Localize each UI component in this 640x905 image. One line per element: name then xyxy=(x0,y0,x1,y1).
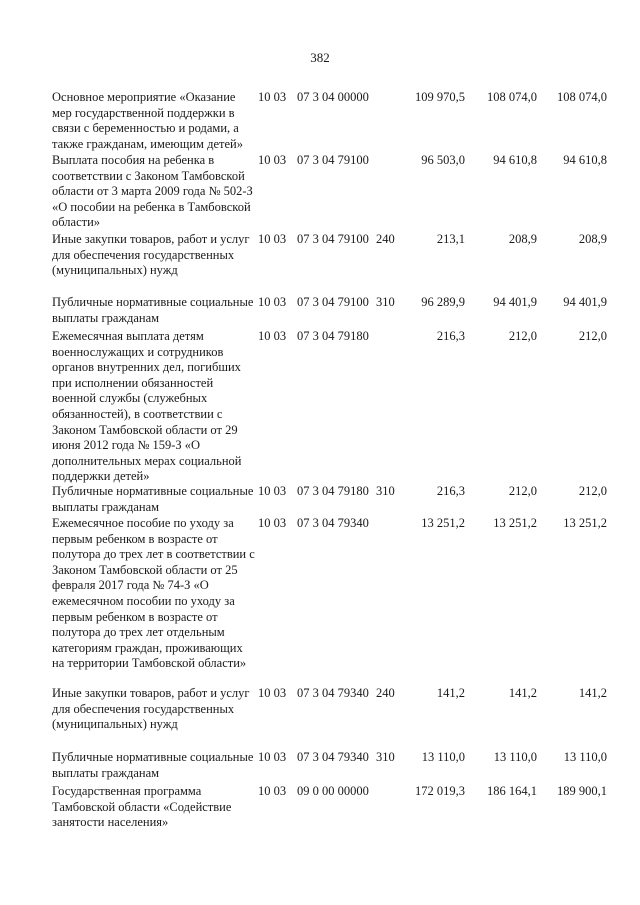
section-code: 10 03 xyxy=(258,686,287,700)
value-year-2: 141,2 xyxy=(508,686,537,700)
target-code: 07 3 04 79340 xyxy=(297,516,369,530)
row-name: Ежемесячная выплата детям военнослужащих и сотрудников органов внутренних дел, погибших при исполнении обязанностей военной службы (служебных обязанностей), в соответствии с Законом Тамбовской области от 29 июня 2012 года № 159-З «О дополнительных мерах социальной поддержки детей» xyxy=(52,329,242,484)
value-year-2: 13 251,2 xyxy=(493,516,537,530)
value-year-2: 208,9 xyxy=(508,232,537,246)
row-name: Иные закупки товаров, работ и услуг для обеспечения государственных (муниципальных) нужд xyxy=(52,232,250,278)
expense-type: 310 xyxy=(376,484,395,498)
row-name: Выплата пособия на ребенка в соответствии с Законом Тамбовской области от 3 марта 2009 года № 502-З «О пособии на ребенка в Тамбовской области» xyxy=(52,153,253,230)
section-code: 10 03 xyxy=(258,295,287,309)
value-year-1: 216,3 xyxy=(436,484,465,498)
section-code: 10 03 xyxy=(258,750,287,764)
value-year-2: 94 610,8 xyxy=(493,153,537,167)
target-code: 07 3 04 79180 xyxy=(297,329,369,343)
value-year-3: 94 610,8 xyxy=(563,153,607,167)
section-code: 10 03 xyxy=(258,784,287,798)
value-year-3: 108 074,0 xyxy=(557,90,607,104)
value-year-1: 141,2 xyxy=(436,686,465,700)
section-code: 10 03 xyxy=(258,153,287,167)
row-name: Основное мероприятие «Оказание мер государственной поддержки в связи с беременностью и родами, а также гражданам, имеющим детей» xyxy=(52,90,243,151)
row-name: Иные закупки товаров, работ и услуг для обеспечения государственных (муниципальных) нужд xyxy=(52,686,250,732)
value-year-1: 213,1 xyxy=(436,232,465,246)
value-year-3: 13 251,2 xyxy=(563,516,607,530)
value-year-3: 208,9 xyxy=(578,232,607,246)
section-code: 10 03 xyxy=(258,232,287,246)
value-year-2: 13 110,0 xyxy=(493,750,537,764)
value-year-1: 13 110,0 xyxy=(421,750,465,764)
target-code: 07 3 04 79340 xyxy=(297,686,369,700)
value-year-2: 186 164,1 xyxy=(487,784,537,798)
value-year-3: 141,2 xyxy=(578,686,607,700)
value-year-2: 212,0 xyxy=(508,484,537,498)
section-code: 10 03 xyxy=(258,516,287,530)
expense-type: 310 xyxy=(376,295,395,309)
row-name: Ежемесячное пособие по уходу за первым ребенком в возрасте от полутора до трех лет в соответствии с Законом Тамбовской области от 25 февраля 2017 года № 74-З «О ежемесячном пособии по уходу за первым ребенком в возрасте от полутора до трех лет отдельным категориям граждан, проживающих на территории Тамбовской области» xyxy=(52,516,255,671)
value-year-2: 94 401,9 xyxy=(493,295,537,309)
row-name: Государственная программа Тамбовской области «Содействие занятости населения» xyxy=(52,784,232,830)
value-year-2: 212,0 xyxy=(508,329,537,343)
value-year-1: 172 019,3 xyxy=(415,784,465,798)
section-code: 10 03 xyxy=(258,484,287,498)
target-code: 07 3 04 79100 xyxy=(297,232,369,246)
expense-type: 310 xyxy=(376,750,395,764)
row-name: Публичные нормативные социальные выплаты гражданам xyxy=(52,295,254,325)
value-year-3: 212,0 xyxy=(578,329,607,343)
row-name: Публичные нормативные социальные выплаты гражданам xyxy=(52,750,254,780)
value-year-3: 189 900,1 xyxy=(557,784,607,798)
target-code: 09 0 00 00000 xyxy=(297,784,369,798)
target-code: 07 3 04 79100 xyxy=(297,153,369,167)
value-year-1: 109 970,5 xyxy=(415,90,465,104)
value-year-1: 96 503,0 xyxy=(421,153,465,167)
row-name: Публичные нормативные социальные выплаты гражданам xyxy=(52,484,254,514)
expense-type: 240 xyxy=(376,232,395,246)
value-year-1: 96 289,9 xyxy=(421,295,465,309)
value-year-1: 13 251,2 xyxy=(421,516,465,530)
value-year-3: 13 110,0 xyxy=(563,750,607,764)
value-year-1: 216,3 xyxy=(436,329,465,343)
value-year-3: 94 401,9 xyxy=(563,295,607,309)
target-code: 07 3 04 00000 xyxy=(297,90,369,104)
section-code: 10 03 xyxy=(258,329,287,343)
page-number: 382 xyxy=(310,50,330,65)
section-code: 10 03 xyxy=(258,90,287,104)
value-year-3: 212,0 xyxy=(578,484,607,498)
expense-type: 240 xyxy=(376,686,395,700)
target-code: 07 3 04 79340 xyxy=(297,750,369,764)
value-year-2: 108 074,0 xyxy=(487,90,537,104)
target-code: 07 3 04 79100 xyxy=(297,295,369,309)
target-code: 07 3 04 79180 xyxy=(297,484,369,498)
